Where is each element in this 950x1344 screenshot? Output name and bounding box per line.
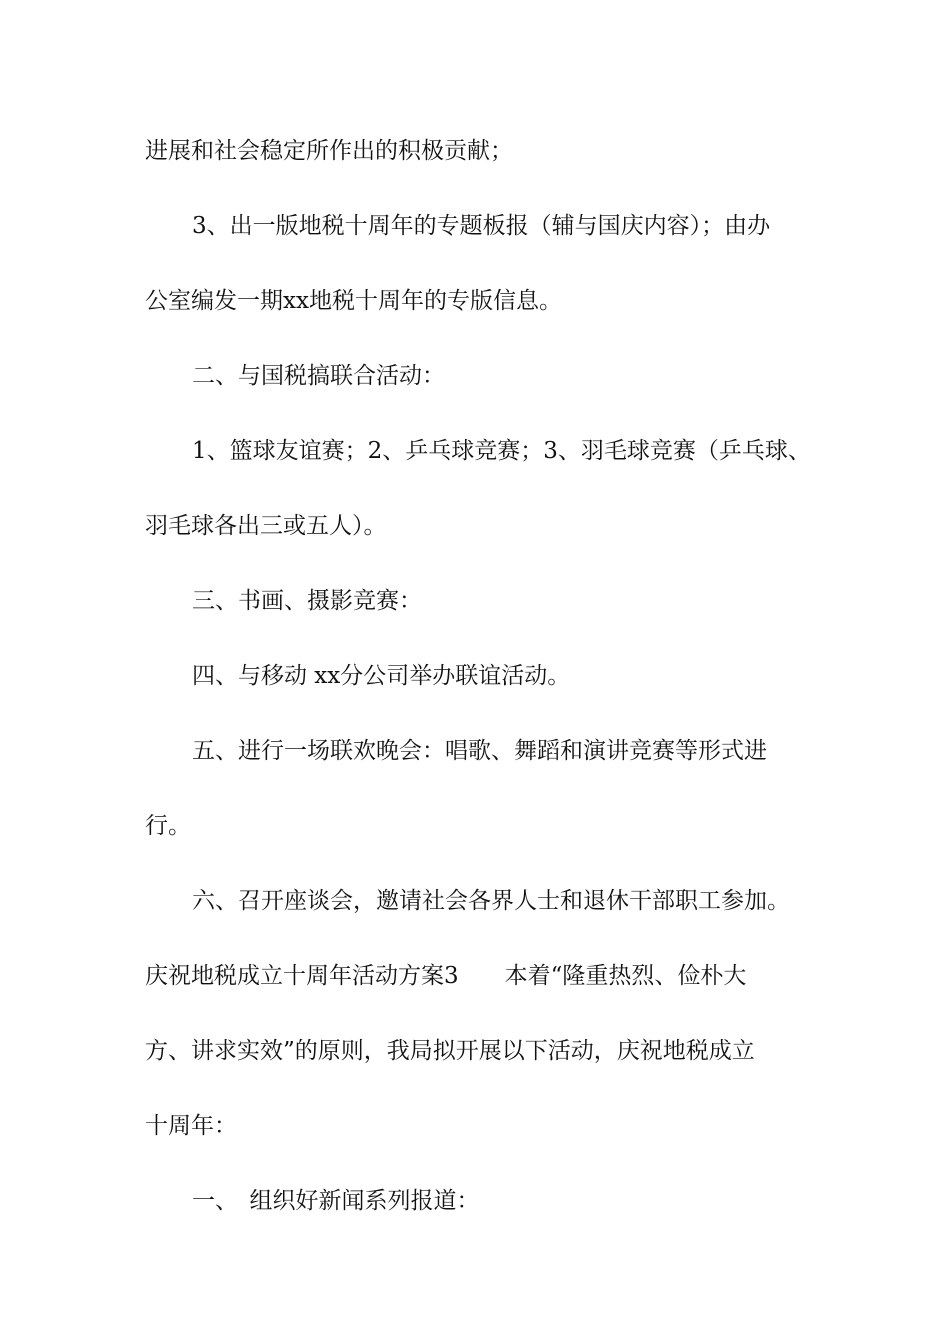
section-heading-4: 四、与移动 xx分公司举办联谊活动。 (192, 663, 571, 689)
text-line-5: 1、篮球友谊赛；2、乒乓球竞赛；3、羽毛球竞赛（乒乓球、 (192, 438, 811, 464)
section-heading-2: 二、与国税搞联合活动： (192, 363, 445, 389)
text-line-14: 十周年： (145, 1113, 237, 1139)
text-line-6: 羽毛球各出三或五人）。 (145, 513, 387, 539)
text-line-10: 行。 (145, 813, 191, 839)
plan-title-line: 庆祝地税成立十周年活动方案3 本着“隆重热烈、俭朴大 (145, 963, 747, 989)
section-heading-5: 五、进行一场联欢晚会：唱歌、舞蹈和演讲竞赛等形式进 (192, 738, 767, 764)
section-heading-6: 六、召开座谈会，邀请社会各界人士和退休干部职工参加。 (192, 888, 790, 914)
section-heading-1: 一、 组织好新闻系列报道： (192, 1188, 480, 1214)
section-heading-3: 三、书画、摄影竞赛： (192, 588, 422, 614)
text-line-2: 3、出一版地税十周年的专题板报（辅与国庆内容）；由办 (192, 213, 771, 239)
text-line-13: 方、讲求实效”的原则，我局拟开展以下活动，庆祝地税成立 (145, 1038, 755, 1064)
text-line-3: 公室编发一期xx地税十周年的专版信息。 (145, 288, 562, 314)
text-line-1: 进展和社会稳定所作出的积极贡献； (145, 138, 513, 164)
